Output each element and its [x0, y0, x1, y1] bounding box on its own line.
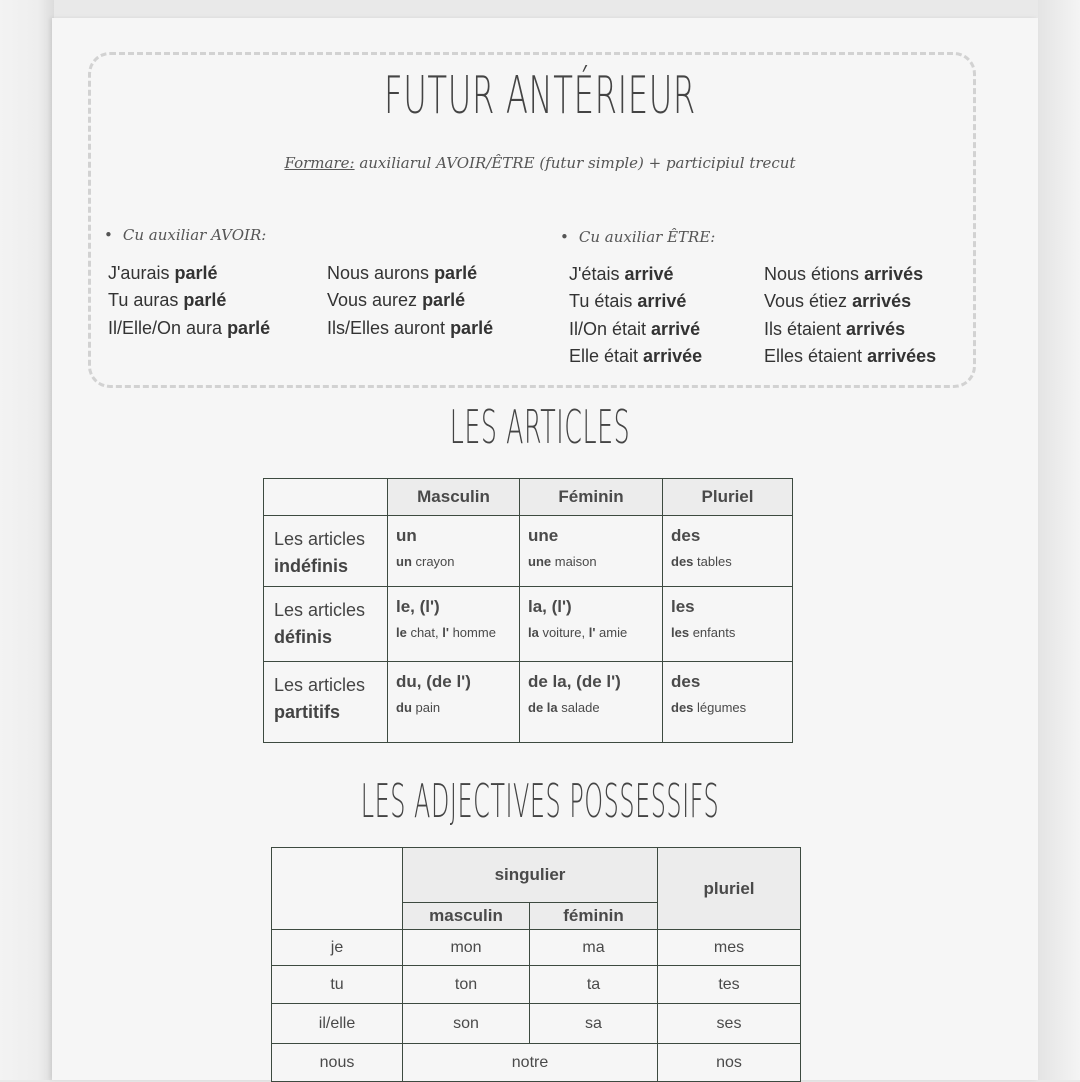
table-header-row: [264, 479, 793, 516]
conj-line: Il/On était arrivé: [569, 318, 701, 339]
conj-line: Nous étions arrivés: [764, 264, 924, 284]
plur-cell: nos: [658, 1044, 801, 1082]
formation-text: auxiliarul AVOIR/ÊTRE (futur simple) + participiul trecut: [354, 154, 796, 172]
articles-table: [263, 478, 793, 743]
row-label: Les articles indéfinis: [264, 516, 388, 587]
conj-line: Elles étaient arrivées: [764, 345, 937, 366]
pronoun-cell: tu: [272, 966, 403, 1004]
header-masculin: masculin: [403, 903, 530, 930]
conj-line: Nous aurons parlé: [327, 263, 478, 283]
table-row: [264, 516, 793, 587]
header-masculin: Masculin: [388, 479, 520, 516]
table-row: [272, 930, 801, 966]
formation-label: Formare:: [284, 154, 355, 172]
plur-cell: tes: [658, 966, 801, 1004]
conj-line: Ils étaient arrivés: [764, 318, 906, 339]
header-pluriel: Pluriel: [663, 479, 793, 516]
article-cell: des des tables: [663, 516, 793, 587]
etre-conjugation-col1: [569, 261, 702, 370]
table-header-row: [272, 848, 801, 903]
pronoun-cell: je: [272, 930, 403, 966]
avoir-heading: [104, 226, 266, 244]
row-label: Les articles définis: [264, 587, 388, 662]
bullet-icon: •: [104, 226, 113, 244]
conj-line: J'étais arrivé: [569, 264, 674, 284]
possessifs-table: [271, 847, 801, 1082]
fem-cell: ma: [530, 930, 658, 966]
bullet-icon: •: [560, 228, 569, 246]
article-cell: le, (l') le chat, l' homme: [388, 587, 520, 662]
pronoun-cell: il/elle: [272, 1004, 403, 1044]
article-cell: du, (de l') du pain: [388, 662, 520, 743]
articles-title: LES ARTICLES: [449, 400, 631, 454]
formation-line: [0, 154, 1080, 172]
conj-line: J'aurais parlé: [108, 263, 218, 283]
header-feminin: féminin: [530, 903, 658, 930]
fem-cell: ta: [530, 966, 658, 1004]
conj-line: Vous étiez arrivés: [764, 291, 912, 312]
avoir-conjugation-col2: [327, 260, 493, 342]
plur-cell: ses: [658, 1004, 801, 1044]
row-label: Les articles partitifs: [264, 662, 388, 743]
empty-header-cell: [272, 848, 403, 930]
table-row: [272, 1044, 801, 1082]
futur-anterieur-title: FUTUR ANTÉRIEUR: [384, 66, 696, 126]
article-cell: la, (l') la voiture, l' amie: [520, 587, 663, 662]
possessifs-title: LES ADJECTIVES POSSESSIFS: [360, 774, 720, 828]
conj-line: Tu auras parlé: [108, 290, 227, 311]
header-singulier: singulier: [403, 848, 658, 903]
empty-header-cell: [264, 479, 388, 516]
masc-cell: mon: [403, 930, 530, 966]
table-row: [264, 587, 793, 662]
conj-line: Elle était arrivée: [569, 345, 703, 366]
article-cell: des des légumes: [663, 662, 793, 743]
table-row: [272, 966, 801, 1004]
avoir-conjugation-col1: [108, 260, 270, 342]
plur-cell: mes: [658, 930, 801, 966]
conj-line: Tu étais arrivé: [569, 291, 687, 312]
sing-cell: notre: [403, 1044, 658, 1082]
header-pluriel: pluriel: [658, 848, 801, 930]
header-feminin: Féminin: [520, 479, 663, 516]
etre-heading-text: Cu auxiliar ÊTRE:: [578, 228, 716, 246]
conj-line: Il/Elle/On aura parlé: [108, 317, 271, 338]
table-row: [264, 662, 793, 743]
etre-heading: [560, 228, 715, 246]
table-row: [272, 1004, 801, 1044]
masc-cell: ton: [403, 966, 530, 1004]
pronoun-cell: nous: [272, 1044, 403, 1082]
etre-conjugation-col2: [764, 261, 936, 370]
article-cell: une une maison: [520, 516, 663, 587]
article-cell: un un crayon: [388, 516, 520, 587]
article-cell: les les enfants: [663, 587, 793, 662]
masc-cell: son: [403, 1004, 530, 1044]
article-cell: de la, (de l') de la salade: [520, 662, 663, 743]
avoir-heading-text: Cu auxiliar AVOIR:: [122, 226, 267, 244]
fem-cell: sa: [530, 1004, 658, 1044]
conj-line: Vous aurez parlé: [327, 290, 466, 311]
conj-line: Ils/Elles auront parlé: [327, 317, 494, 338]
